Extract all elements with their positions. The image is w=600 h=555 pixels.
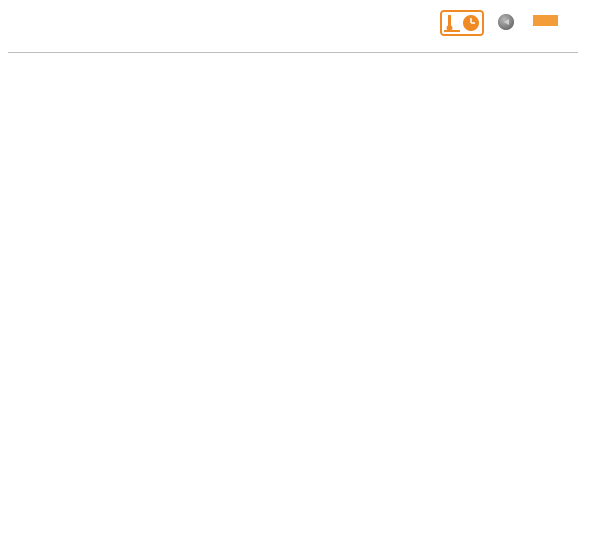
current-temperature-badge xyxy=(533,15,558,26)
moon-icon xyxy=(497,13,515,31)
thermometer-clock-icon[interactable] xyxy=(440,10,484,36)
header-divider xyxy=(8,52,578,53)
